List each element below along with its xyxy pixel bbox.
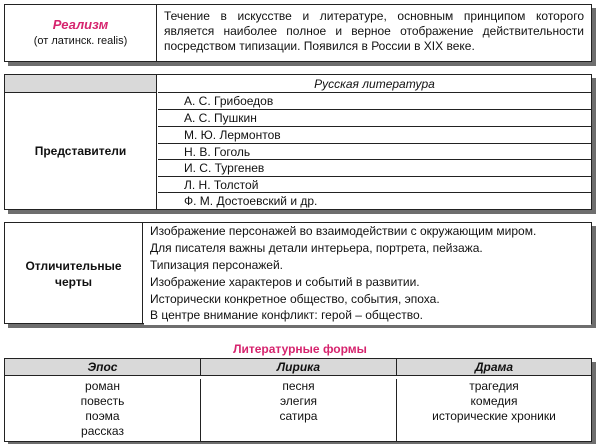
list-item: трагедия: [469, 379, 519, 393]
forms-column-epos: [5, 379, 201, 441]
features-label-line1: Отличительные: [25, 259, 122, 273]
forms-title: Литературные формы: [233, 342, 367, 356]
list-item: сатира: [279, 409, 318, 423]
features-list: [144, 223, 591, 323]
list-item: Для писателя важны детали интерьера, портрета, пейзажа.: [144, 240, 591, 258]
features-block: [4, 222, 592, 324]
representatives-header: Русская литература: [158, 75, 591, 93]
forms-header-epos: Эпос: [5, 359, 201, 376]
list-item: А. С. Пушкин: [158, 109, 591, 127]
blank-header-cell: [5, 75, 157, 93]
representatives-block: [4, 74, 592, 210]
list-item: Л. Н. Толстой: [158, 176, 591, 194]
list-item: песня: [282, 379, 315, 393]
list-item: В центре внимание конфликт: герой – общество.: [144, 307, 591, 325]
features-label-line2: черты: [55, 275, 92, 289]
list-item: поэма: [85, 409, 120, 423]
list-item: Изображение персонажей во взаимодействии с окружающим миром.: [144, 223, 591, 241]
representatives-label: Представители: [5, 93, 157, 209]
list-item: элегия: [279, 394, 318, 408]
list-item: М. Ю. Лермонтов: [158, 126, 591, 144]
list-item: исторические хроники: [432, 409, 556, 423]
forms-column-lyrics: [201, 379, 397, 441]
list-item: рассказ: [81, 424, 124, 438]
forms-table: [4, 358, 592, 442]
list-item: Исторически конкретное общество, события, эпоха.: [144, 291, 591, 309]
list-item: Ф. М. Достоевский и др.: [158, 192, 591, 210]
representatives-list: [158, 93, 591, 209]
forms-header-drama: Драма: [397, 359, 591, 376]
definition-text: Течение в искусстве и литературе, основным принципом которого является наиболее полное и верное отображение действительности посредством типизации. Появился в России в XIX веке.: [164, 9, 584, 53]
list-item: повесть: [80, 394, 125, 408]
features-label: [5, 223, 143, 323]
term-cell: [5, 5, 157, 61]
list-item: И. С. Тургенев: [158, 159, 591, 177]
forms-column-drama: [397, 379, 591, 441]
forms-header-lyrics: Лирика: [201, 359, 397, 376]
term-origin: (от латинск. realis): [33, 35, 128, 47]
list-item: А. С. Грибоедов: [184, 94, 274, 108]
list-item: Типизация персонажей.: [144, 257, 591, 275]
list-item: комедия: [470, 394, 518, 408]
list-item: Н. В. Гоголь: [158, 143, 591, 161]
list-item: роман: [85, 379, 120, 393]
term-title: Реализм: [52, 17, 109, 32]
list-item: Изображение характеров и событий в развитии.: [144, 274, 591, 292]
definition-block: [4, 4, 592, 62]
